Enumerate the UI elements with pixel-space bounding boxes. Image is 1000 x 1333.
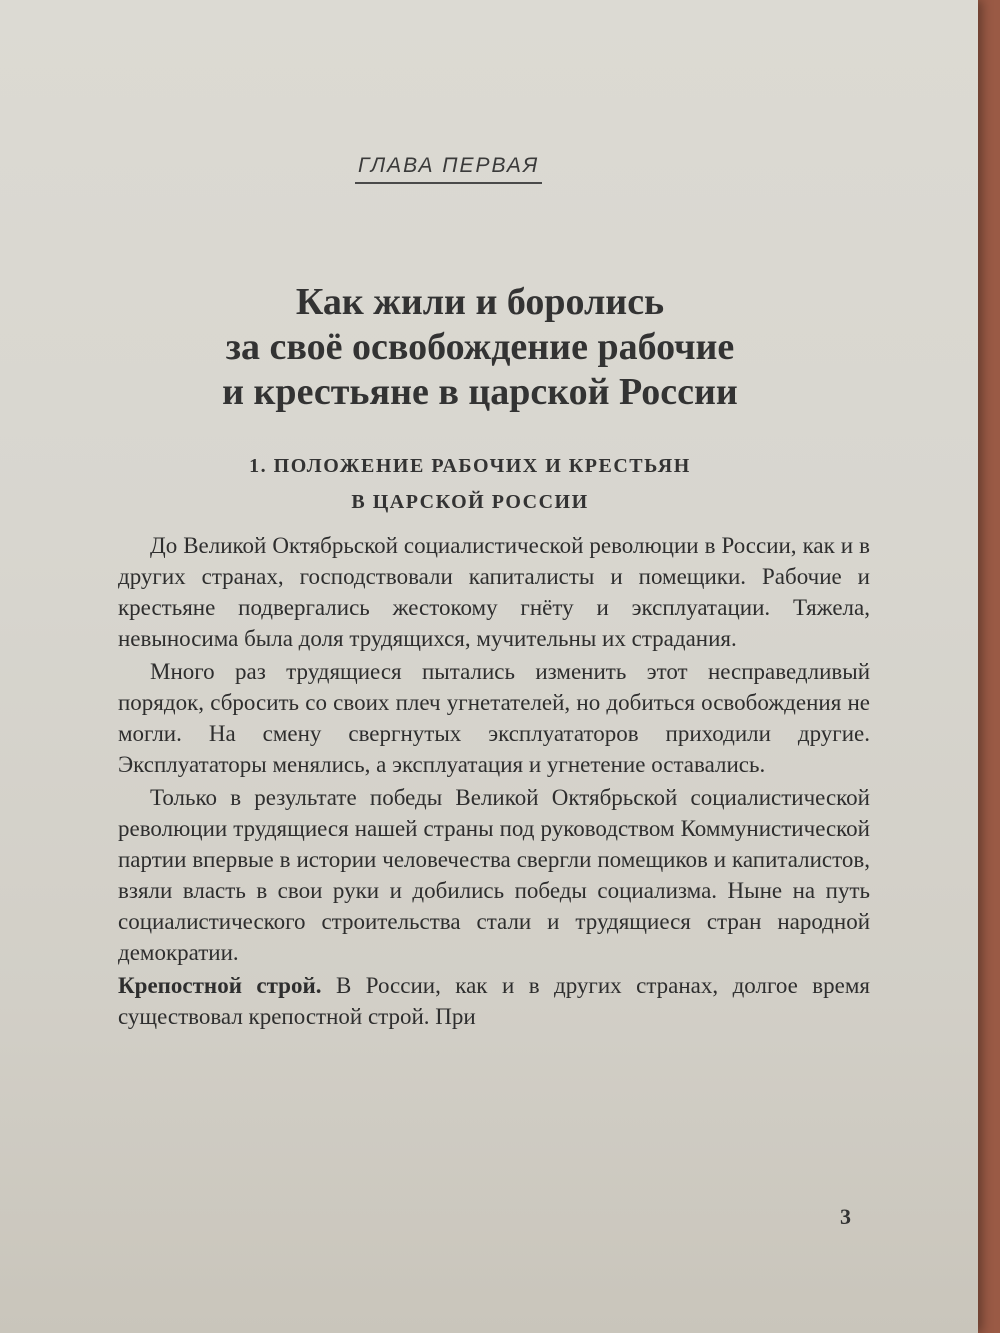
chapter-title-line: Как жили и боролись [295,281,665,323]
chapter-title-line: за своё освобождение рабочие [225,326,735,368]
paragraph-text: В России, как и в других странах, долгое время существовал крепостной строй. При [118,973,870,1029]
runin-heading: Крепостной строй. [118,973,322,998]
chapter-title [130,280,830,415]
section-heading [170,448,770,520]
paragraph: Только в результате победы Великой Октябрьской социалистической революции трудящиеся нашей страны под руководством Коммунистической партии впервые в истории человечества свергли помещиков и капиталистов, взяли власть в свои руки и добились победы социализма. Ныне на путь социалистического строительства стали и трудящиеся стран народной демократии. [118,785,870,965]
paragraph: Много раз трудящиеся пытались изменить этот несправедливый порядок, сбросить со своих плеч угнетателей, но добиться освобождения не могли. На смену свергнутых эксплуататоров приходили другие. Эксплуататоры менялись, а эксплуатация и угнетение оставались. [118,659,870,777]
section-heading-line: В ЦАРСКОЙ РОССИИ [351,491,589,513]
body-text [118,530,870,1034]
chapter-title-line: и крестьяне в царской России [222,371,738,413]
page-number: 3 [840,1204,851,1229]
paragraph: До Великой Октябрьской социалистической революции в России, как и в других странах, господствовали капиталисты и помещики. Рабочие и крестьяне подвергались жестокому гнёту и эксплуатации. Тяжела, невыносима была доля трудящихся, мучительны их страдания. [118,533,870,651]
chapter-label: ГЛАВА ПЕРВАЯ [355,154,542,184]
section-heading-line: 1. ПОЛОЖЕНИЕ РАБОЧИХ И КРЕСТЬЯН [249,455,691,477]
paragraph-krepostnoy-stroy [118,970,870,1032]
